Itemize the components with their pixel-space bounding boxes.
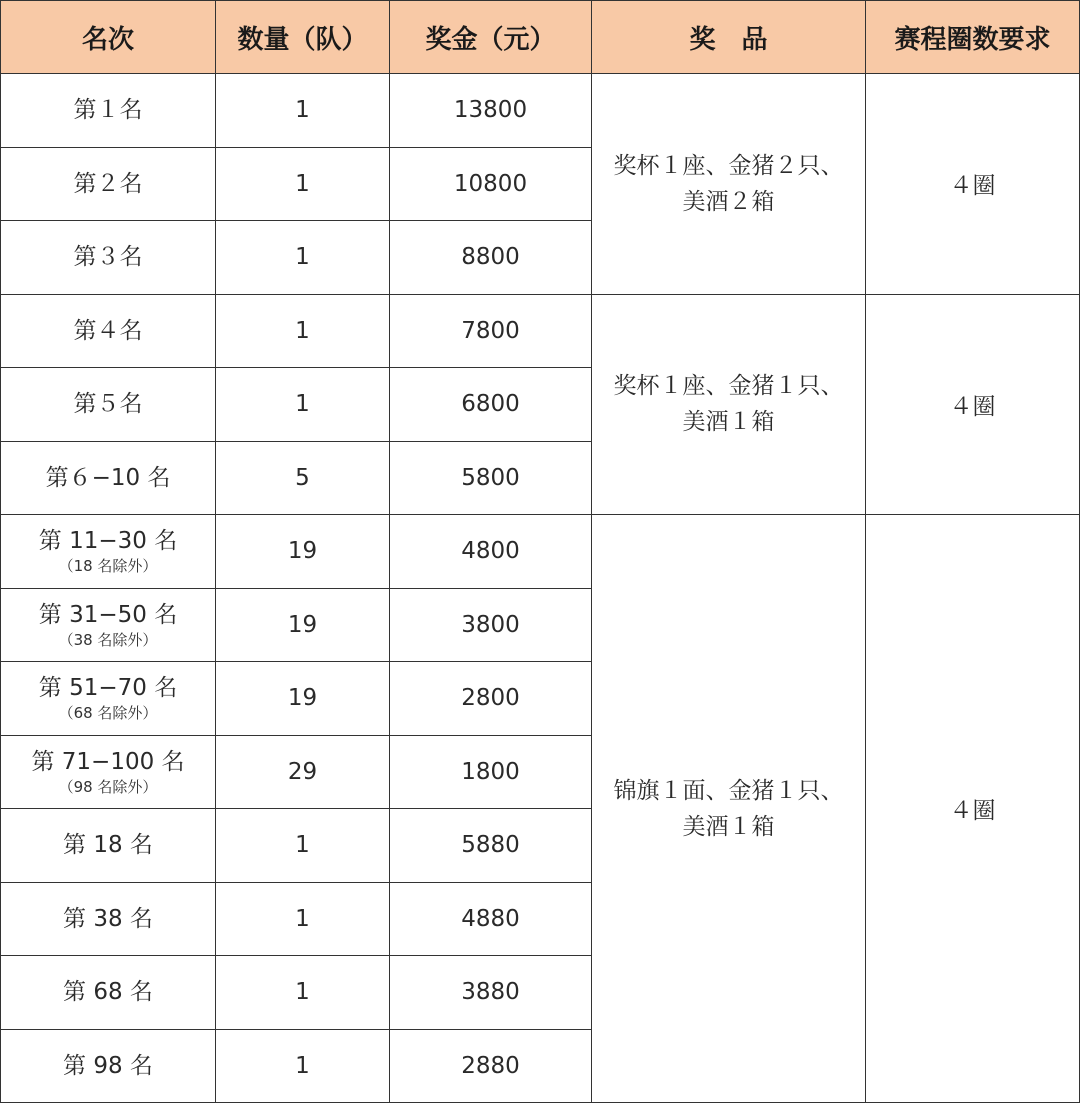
rank-note: （98 名除外） xyxy=(58,777,158,796)
prize-cell-group-3 xyxy=(592,515,866,1103)
rank-cell xyxy=(1,1029,216,1103)
rank-label: 第５名 xyxy=(73,391,143,418)
count-cell: 19 xyxy=(216,515,390,589)
rank-label: 第３名 xyxy=(73,244,143,271)
count-cell: 19 xyxy=(216,588,390,662)
rank-label: 第 18 名 xyxy=(63,832,153,859)
prize-cell-group-2 xyxy=(592,294,866,515)
table-row xyxy=(1,74,1080,148)
prize-line-1: 奖杯１座、金猪１只、 xyxy=(613,373,844,400)
count-cell: 5 xyxy=(216,441,390,515)
bonus-cell: 7800 xyxy=(390,294,592,368)
header-rank: 名次 xyxy=(1,1,216,74)
rank-label: 第２名 xyxy=(73,170,143,197)
count-cell: 1 xyxy=(216,221,390,295)
header-bonus: 奖金（元） xyxy=(390,1,592,74)
rank-label: 第１名 xyxy=(73,97,143,124)
rank-note: （38 名除外） xyxy=(58,630,158,649)
rank-cell xyxy=(1,882,216,956)
laps-cell-group-1: ４圈 xyxy=(866,74,1080,295)
prize-cell-group-1 xyxy=(592,74,866,295)
rank-label: 第４名 xyxy=(73,317,143,344)
rank-cell xyxy=(1,294,216,368)
rank-cell xyxy=(1,809,216,883)
count-cell: 1 xyxy=(216,368,390,442)
count-cell: 1 xyxy=(216,74,390,148)
table-row xyxy=(1,294,1080,368)
rank-cell xyxy=(1,662,216,736)
count-cell: 1 xyxy=(216,882,390,956)
bonus-cell: 4880 xyxy=(390,882,592,956)
laps-cell-group-3: ４圈 xyxy=(866,515,1080,1103)
rank-cell xyxy=(1,588,216,662)
bonus-cell: 2880 xyxy=(390,1029,592,1103)
rank-cell xyxy=(1,441,216,515)
rank-cell xyxy=(1,368,216,442)
rank-label: 第 38 名 xyxy=(63,905,153,932)
rank-label: 第６−10 名 xyxy=(45,464,171,491)
laps-cell-group-2: ４圈 xyxy=(866,294,1080,515)
header-count: 数量（队） xyxy=(216,1,390,74)
count-cell: 1 xyxy=(216,294,390,368)
rank-label: 第 11−30 名 xyxy=(38,528,178,555)
bonus-cell: 8800 xyxy=(390,221,592,295)
rank-cell xyxy=(1,221,216,295)
table-row xyxy=(1,515,1080,589)
prize-line-2: 美酒１箱 xyxy=(682,409,775,436)
rank-note: （68 名除外） xyxy=(58,704,158,723)
count-cell: 1 xyxy=(216,147,390,221)
bonus-cell: 3880 xyxy=(390,956,592,1030)
rank-cell xyxy=(1,74,216,148)
prize-line-2: 美酒２箱 xyxy=(682,188,775,215)
rank-label: 第 98 名 xyxy=(63,1052,153,1079)
rank-cell xyxy=(1,956,216,1030)
bonus-cell: 13800 xyxy=(390,74,592,148)
bonus-cell: 5800 xyxy=(390,441,592,515)
rank-label: 第 51−70 名 xyxy=(38,675,178,702)
rank-label: 第 68 名 xyxy=(63,979,153,1006)
bonus-cell: 3800 xyxy=(390,588,592,662)
rank-note: （18 名除外） xyxy=(58,557,158,576)
table-header xyxy=(1,1,1080,74)
rank-cell xyxy=(1,147,216,221)
bonus-cell: 10800 xyxy=(390,147,592,221)
count-cell: 1 xyxy=(216,1029,390,1103)
prize-line-2: 美酒１箱 xyxy=(682,813,775,840)
bonus-cell: 6800 xyxy=(390,368,592,442)
prize-line-1: 锦旗１面、金猪１只、 xyxy=(613,777,844,804)
count-cell: 1 xyxy=(216,809,390,883)
rank-label: 第 71−100 名 xyxy=(31,748,185,775)
header-prize: 奖 品 xyxy=(592,1,866,74)
count-cell: 1 xyxy=(216,956,390,1030)
prize-line-1: 奖杯１座、金猪２只、 xyxy=(613,152,844,179)
bonus-cell: 1800 xyxy=(390,735,592,809)
bonus-cell: 2800 xyxy=(390,662,592,736)
bonus-cell: 4800 xyxy=(390,515,592,589)
rank-cell xyxy=(1,515,216,589)
count-cell: 19 xyxy=(216,662,390,736)
count-cell: 29 xyxy=(216,735,390,809)
bonus-cell: 5880 xyxy=(390,809,592,883)
rank-label: 第 31−50 名 xyxy=(38,601,178,628)
rank-cell xyxy=(1,735,216,809)
header-laps: 赛程圈数要求 xyxy=(866,1,1080,74)
